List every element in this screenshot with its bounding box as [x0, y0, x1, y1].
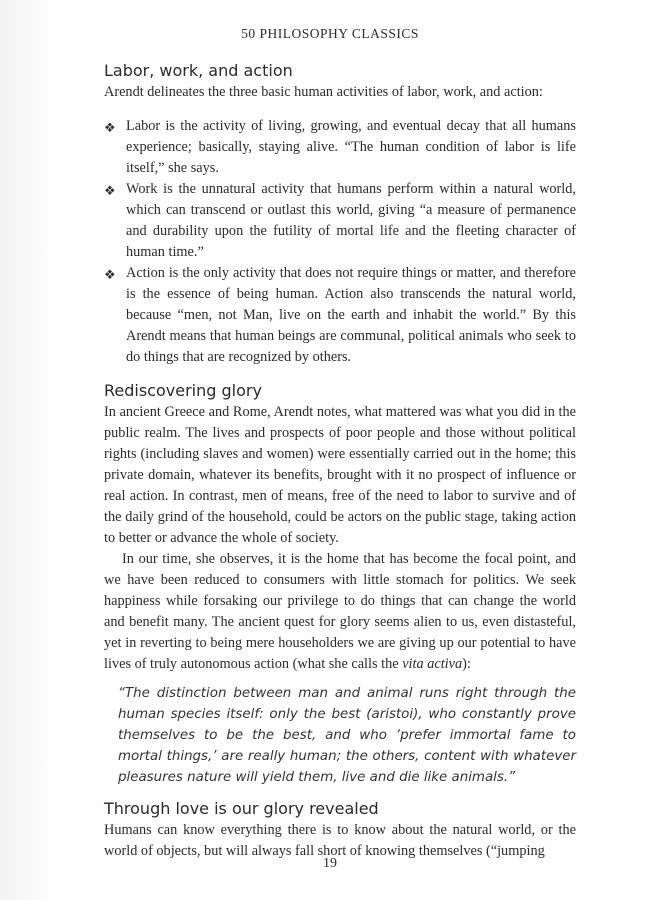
section-heading: Rediscovering glory — [104, 381, 262, 400]
body-paragraph: In ancient Greece and Rome, Arendt notes, what mattered was what you did in the public realm. The lives and prospects of poor people and those without political rights (including slaves and women) were essentially carried out in the home; this private domain, whatever its benefits, brought with it no prospect of influence or real action. In contrast, men of means, free of the need to labor to survive and of the daily grind of the household, could be actors on the public stage, taking action to better or advance the whole of society. — [104, 404, 576, 546]
bullet-text: Work is the unnatural activity that humans perform within a natural world, which can transcend or outlast this world, giving “a measure of permanence and durability upon the futility of mortal life and the fleeting character of human time.” — [126, 181, 576, 260]
section-love-glory — [104, 798, 576, 862]
bullet-list — [104, 116, 576, 368]
bullet-text: Action is the only activity that does not require things or matter, and therefore is the essence of being human. Action also transcends the natural world, because “men, not Man, live on the earth and inhabit the world.” By this Arendt means that human beings are communal, political animals who seek to do things that are recognized by others. — [126, 265, 576, 365]
list-item — [104, 116, 576, 179]
list-item — [104, 263, 576, 368]
paragraph-end: ): — [462, 656, 471, 672]
list-item — [104, 179, 576, 263]
page-number: 19 — [323, 856, 337, 871]
section-heading: Labor, work, and action — [104, 61, 293, 80]
section-intro: Arendt delineates the three basic human activities of labor, work, and action: — [104, 84, 543, 100]
paragraph-text: In our time, she observes, it is the home that has become the focal point, and we have been reduced to consumers with little stomach for politics. We seek happiness while forsaking our privilege to do things that can change the world and benefit many. The ancient quest for glory seems alien to us, even distasteful, yet in reverting to being mere householders we are giving up our potential to have lives of truly autonomous action (what she calls the — [104, 551, 576, 672]
diamond-bullet-icon: ❖ — [104, 183, 116, 198]
italic-term: vita activa — [402, 656, 463, 672]
bullet-text: Labor is the activity of living, growing, and eventual decay that all humans experience; basically, staying alive. “The human condition of labor is life itself,” she says. — [126, 118, 576, 176]
diamond-bullet-icon: ❖ — [104, 267, 116, 282]
section-rediscovering-glory — [104, 380, 576, 788]
block-quote: “The distinction between man and animal runs right through the human species itself: only the best (aristoi), who constantly prove themselves to be the best, and who ‘prefer immortal fame to mortal things,’ are really human; the others, content with whatever pleasures nature will yield them, live and die like animals.” — [118, 686, 576, 785]
page-content — [104, 60, 576, 866]
running-head: 50 PHILOSOPHY CLASSICS — [241, 26, 419, 41]
section-heading: Through love is our glory revealed — [104, 799, 379, 818]
body-paragraph — [104, 549, 576, 675]
body-paragraph: Humans can know everything there is to know about the natural world, or the world of objects, but will always fall short of knowing themselves (“jumping — [104, 822, 576, 859]
section-labor-work-action — [104, 60, 576, 368]
diamond-bullet-icon: ❖ — [104, 120, 116, 135]
